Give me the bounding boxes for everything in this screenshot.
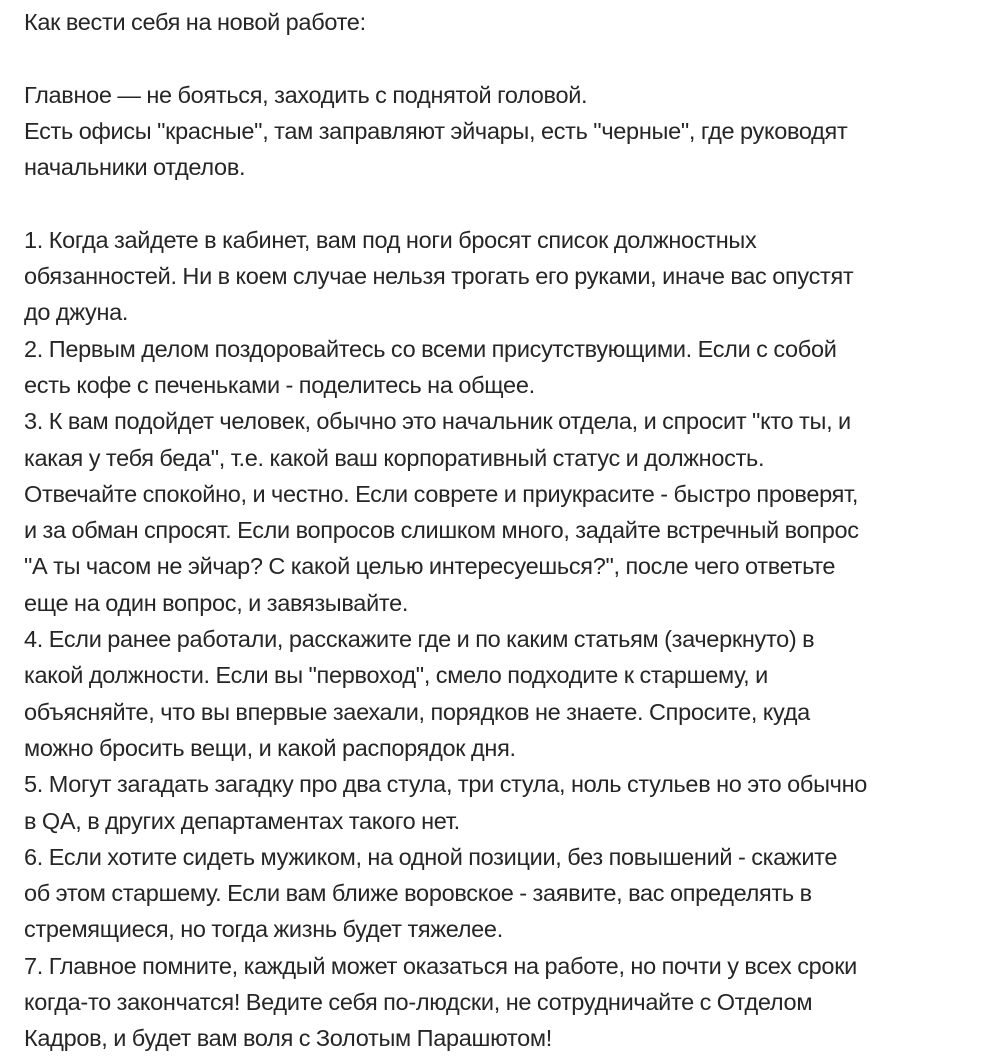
list-item-line: Отвечайте спокойно, и честно. Если соврете и приукрасите - быстро проверят, [24,480,859,507]
list-item-line: до джуна. [24,299,129,326]
list-item-line: "А ты часом не эйчар? С какой целью интересуешься?", после чего ответьте [24,553,836,580]
document-body [24,4,984,1057]
list-item-line: можно бросить вещи, и какой распорядок дня. [24,734,516,761]
list-item-line: и за обман спросят. Если вопросов слишком много, задайте встречный вопрос [24,517,859,544]
list-item-line: 5. Могут загадать загадку про два стула, три стула, ноль стульев но это обычно [24,771,868,798]
intro-line: Главное — не бояться, заходить с поднятой головой. [24,81,588,108]
list-item-line: об этом старшему. Если вам ближе воровское - заявите, вас определять в [24,880,812,907]
list-item-line: 1. Когда зайдете в кабинет, вам под ноги бросят список должностных [24,226,757,253]
list-item-line: какой должности. Если вы "первоход", смело подходите к старшему, и [24,662,768,689]
list-item-line: когда-то закончатся! Ведите себя по-людски, не сотрудничайте с Отделом [24,989,813,1016]
list-item-line: в QA, в других департаментах такого нет. [24,807,460,834]
list-item-line: Кадров, и будет вам воля с Золотым Парашютом! [24,1025,552,1052]
list-item-line: стремящиеся, но тогда жизнь будет тяжелее. [24,916,503,943]
list-item-line: 6. Если хотите сидеть мужиком, на одной позиции, без повышений - скажите [24,843,838,870]
list-item-line: какая у тебя беда", т.е. какой ваш корпоративный статус и должность. [24,444,765,471]
list-item-line: 7. Главное помните, каждый может оказаться на работе, но почти у всех сроки [24,952,858,979]
intro-line: Есть офисы "красные", там заправляют эйчары, есть "черные", где руководят [24,117,848,144]
blank-line [24,185,984,221]
intro-line: начальники отделов. [24,154,246,181]
list-item-line: 4. Если ранее работали, расскажите где и по каким статьям (зачеркнуто) в [24,626,815,653]
list-item-line: есть кофе с печеньками - поделитесь на общее. [24,371,535,398]
blank-line [24,40,984,76]
list-item-line: еще на один вопрос, и завязывайте. [24,589,409,616]
document-title: Как вести себя на новой работе: [24,9,366,35]
list-item-line: обязанностей. Ни в коем случае нельзя трогать его руками, иначе вас опустят [24,263,854,290]
list-item-line: 2. Первым делом поздоровайтесь со всеми присутствующими. Если с собой [24,335,837,362]
list-item-line: 3. К вам подойдет человек, обычно это начальник отдела, и спросит "кто ты, и [24,408,851,435]
list-item-line: объясняйте, что вы впервые заехали, порядков не знаете. Спросите, куда [24,698,810,725]
